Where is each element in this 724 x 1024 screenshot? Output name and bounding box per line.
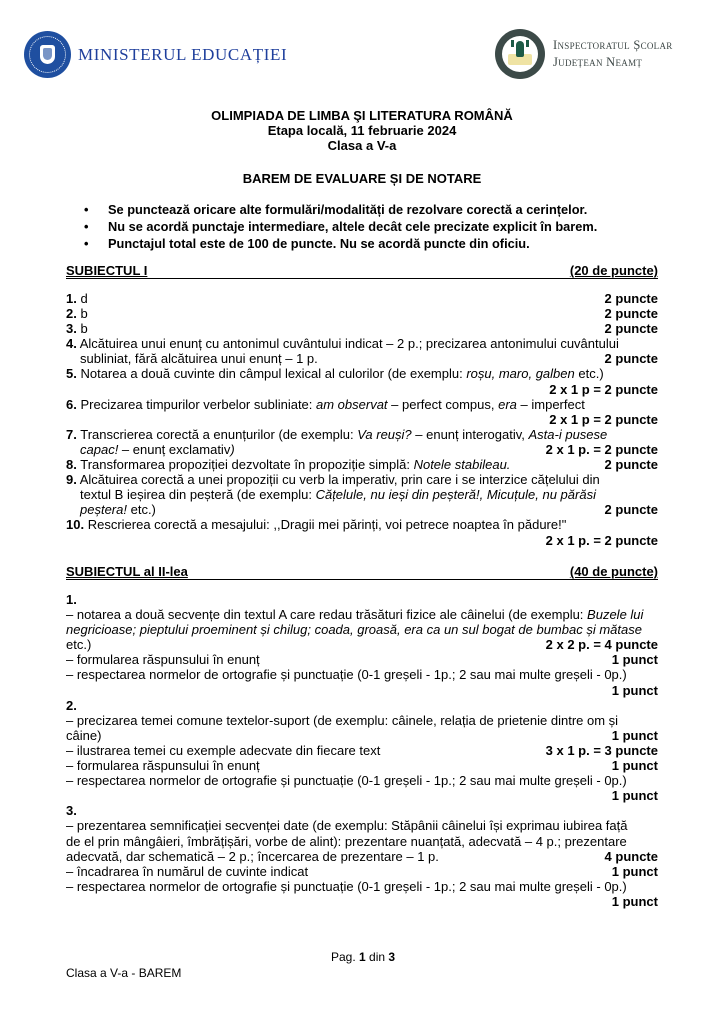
item-points: 2 x 1 p = 2 puncte [549,411,658,427]
isj-header [495,29,673,79]
answer-row [66,397,658,412]
subiect-1-answers [66,291,658,548]
item-points: 2 puncte [604,321,658,337]
rule-item [84,235,597,252]
item-text: d [80,291,88,306]
criterion-text: de el prin mângâieri, îmbrățișări, vorbe de alint): prezentare nuanțată, adecvată – 4 p.; prezentare [66,833,627,849]
item-number: 10. [66,517,85,533]
criterion-text: – respectarea normelor de ortografie și punctuație (0-1 greșeli - 1p.; 2 sau mai multe greșeli - 0p.) [66,878,627,894]
item-number: 8. [66,457,77,473]
answer-row [66,517,658,532]
item-points: 2 puncte [604,351,658,367]
section-header-subiect-1 [66,263,658,279]
item-number: 4. [66,336,77,352]
subiect-2-answers [66,592,658,909]
page-mid: din [365,950,389,964]
answer-row-continued [66,351,658,366]
rule-text: Nu se acordă punctaje intermediare, altele decât cele precizate explicit în barem. [108,219,598,234]
criterion-points: 1 punct [611,893,658,909]
question-number: 1. [66,592,77,607]
item-number: 3. [66,321,77,337]
criterion-row [66,667,658,682]
item-text: subliniat, fără alcătuirea unui enunț – 1 p. [80,351,318,367]
item-number: 5. [66,366,77,382]
item-points: 2 x 1 p = 2 puncte [549,381,658,397]
criterion-text: – respectarea normelor de ortografie și punctuație (0-1 greșeli - 1p.; 2 sau mai multe greșeli - 0p.) [66,773,627,789]
criterion-row [66,652,658,667]
grade-label: Clasa a V-a [327,138,397,153]
criterion-text: adecvată, dar schematică – 2 p.; încercarea de prezentare – 1 p. [66,848,439,864]
criterion-row-continued [66,849,658,864]
criterion-points: 1 punct [611,682,658,698]
criterion-text: – respectarea normelor de ortografie și punctuație (0-1 greșeli - 1p.; 2 sau mai multe greșeli - 0p.) [66,667,627,683]
criterion-row [66,818,658,833]
item-text: textul B ieșirea din peșteră (de exemplu: [80,487,316,503]
rule-text: Punctajul total este de 100 de puncte. Nu se acordă puncte din oficiu. [108,236,530,251]
criterion-text: – încadrarea în numărul de cuvinte indicat [66,863,309,879]
criterion-text: – formularea răspunsului în enunț [66,758,260,774]
olympiad-title: OLIMPIADA DE LIMBA ŞI LITERATURA ROMÂNĂ [211,108,513,123]
item-points: 2 x 1 p. = 2 puncte [545,532,658,548]
item-text: etc.) [126,502,156,518]
answer-row [66,336,658,351]
answer-row [66,321,658,336]
criterion-points: 1 punct [611,652,658,668]
criterion-row [66,713,658,728]
criterion-row [66,743,658,758]
item-text: – imperfect [516,396,585,412]
criterion-text: – formularea răspunsului în enunț [66,652,260,668]
item-example: era [498,396,517,412]
item-example: Va reuși? [357,426,412,442]
question-number: 3. [66,803,77,819]
answer-row [66,291,658,306]
criterion-text: – notarea a două secvențe din textul A care redau trăsături fizice ale câinelui (de exemplu: [66,607,588,623]
answer-row-continued [66,502,658,517]
section-title: SUBIECTUL al II-lea [66,564,188,579]
criterion-points: 1 punct [611,758,658,774]
question-number: 2. [66,697,77,713]
criterion-points: 1 punct [611,788,658,804]
item-example: capac! [80,441,119,457]
criterion-text: – prezentarea semnificației secvenței date (de exemplu: Stăpânii câinelui își exprimau iubirea față [66,818,628,834]
item-text: Transcrierea corectă a enunțurilor (de exemplu: [80,426,358,442]
criterion-points: 4 puncte [604,848,658,864]
answer-row [66,427,658,442]
item-example: Notele stabileau. [413,457,511,473]
bullet-icon: • [84,219,89,234]
ministry-name: MINISTERUL EDUCAȚIEI [78,44,288,64]
answer-row-continued [66,442,658,457]
item-number: 1. [66,291,77,306]
criterion-example: Buzele lui negricioase; pieptului proeminent și chilug; coada, groasă, era ca un sul bogat de bumbac și mătase [66,607,644,638]
criterion-row [66,773,658,788]
bullet-icon: • [84,202,89,217]
answer-row [66,472,658,487]
item-text: Rescrierea corectă a mesajului: ,,Dragii mei părinți, voi petrece noaptea în pădure!" [87,517,567,533]
rule-text: Se punctează oricare alte formulări/modalități de rezolvare corectă a cerințelor. [108,202,588,217]
item-number: 7. [66,426,77,442]
item-points: 2 puncte [604,457,658,473]
ministry-header [24,31,287,78]
item-text: Alcătuirea unui enunț cu antonimul cuvântului indicat – 2 p.; precizarea antonimului cuvântului [79,336,619,352]
item-number: 6. [66,396,77,412]
criterion-points: 2 x 2 p. = 4 puncte [545,637,658,653]
item-text: Notarea a două cuvinte din câmpul lexical al culorilor (de exemplu: [80,366,467,382]
item-example: peștera! [80,502,127,518]
section-title: SUBIECTUL I [66,263,148,278]
rule-item [84,201,597,218]
answer-row-continued [66,487,658,502]
criterion-points: 1 punct [611,863,658,879]
item-text: etc.) [574,366,604,382]
rule-item [84,218,597,235]
section-header-subiect-2 [66,564,658,580]
page-current: 1 [359,950,366,964]
answer-row [66,366,658,381]
item-text: b [80,321,88,337]
answer-row [66,306,658,321]
isj-name-line1: Inspectoratul Școlar [553,38,673,52]
government-seal-icon [24,31,71,78]
stage-date: Etapa locală, 11 februarie 2024 [267,123,457,138]
item-points: 2 puncte [604,306,658,322]
item-text: Precizarea timpurilor verbelor subliniate: [80,396,317,412]
item-text: Alcătuirea corectă a unei propoziții cu verb la imperativ, prin care i se interzice cățelului din [79,472,600,488]
item-example: am observat [316,396,388,412]
item-text: b [80,306,88,322]
item-number: 2. [66,306,77,322]
criterion-row [66,879,658,894]
page-total: 3 [388,950,396,964]
criterion-text: – precizarea temei comune textelor-suport (de exemplu: câinele, relația de prietenie dintre om și [66,712,619,728]
criterion-row [66,607,658,652]
criterion-points: 1 punct [611,727,658,743]
item-example: Cățelule, nu ieși din peșteră!, Micuțule, nu părăsi [315,487,596,503]
general-rules [84,201,597,252]
item-text: ) [230,441,235,457]
isj-name-line2: Județean Neamț [553,55,643,69]
answer-row [66,457,658,472]
criterion-points: 3 x 1 p. = 3 puncte [545,742,658,758]
item-points: 2 x 1 p. = 2 puncte [545,441,658,457]
criterion-text: – ilustrarea temei cu exemple adecvate din fiecare text [66,742,381,758]
criterion-row [66,864,658,879]
criterion-text: etc.) [66,637,92,653]
criterion-row-continued [66,834,658,849]
section-points: (40 de puncte) [569,564,658,579]
section-points: (20 de puncte) [569,263,658,278]
document-title [0,108,724,153]
page-number [331,950,395,964]
isj-emblem-icon [495,29,545,79]
item-example: Asta-i pusese [528,426,608,442]
footer-label: Clasa a V-a - BAREM [66,966,182,980]
item-example: roșu, maro, galben [466,366,575,382]
page-prefix: Pag. [331,950,360,964]
bullet-icon: • [84,236,89,251]
item-text: – enunț interogativ, [411,426,529,442]
item-text: Transformarea propoziției dezvoltate în propoziție simplă: [80,457,414,473]
item-number: 9. [66,472,77,488]
item-text: – perfect compus, [387,396,499,412]
barem-title: BAREM DE EVALUARE ȘI DE NOTARE [242,171,482,186]
item-text: – enunț exclamativ [118,441,231,457]
item-points: 2 puncte [604,291,658,306]
criterion-text: câine) [66,727,102,743]
criterion-row-continued [66,728,658,743]
item-points: 2 puncte [604,502,658,518]
isj-name [553,37,673,71]
criterion-row [66,758,658,773]
